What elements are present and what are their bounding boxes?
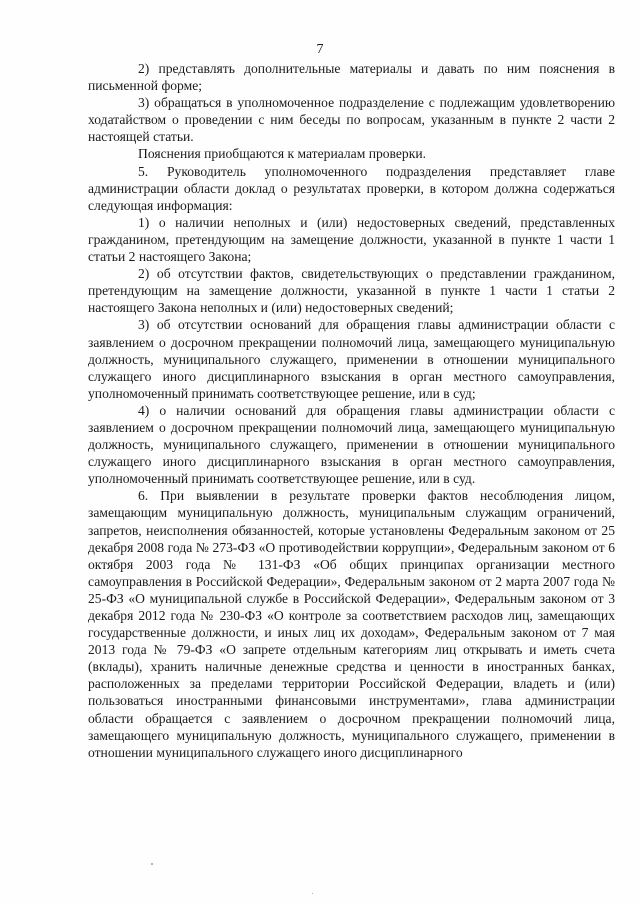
paragraph-explanations: Пояснения приобщаются к материалам проверки. [138, 146, 427, 162]
paragraph-section-5-item-1: 1) о наличии неполных и (или) недостоверных сведений, представленных гражданином, претендующим на замещение должности, указанной в пункте 1 части 1 статьи 2 настоящего Закона; [88, 214, 615, 265]
page-number: 7 [316, 42, 324, 57]
paragraph-section-5: 5. Руководитель уполномоченного подразделения представляет главе администрации области доклад о результатах проверки, в котором должна содержаться следующая информация: [88, 163, 615, 213]
paragraph-item-3: 3) обращаться в уполномоченное подразделение с подлежащим удовлетворению ходатайством о проведении с ним беседы по вопросам, указанным в пункте 2 части 2 настоящей статьи. [88, 95, 615, 145]
document-body [88, 60, 615, 761]
paragraph-section-6: 6. При выявлении в результате проверки фактов несоблюдения лицом, замещающим муниципальную должность, муниципальным служащим ограничений, запретов, неисполнения обязанностей, которые установлены Федеральным законом от 25 декабря 2008 года № 273-ФЗ «О противодействии коррупции», Федеральным законом от 6 октября 2003 года № 131-ФЗ «Об общих принципах организации местного самоуправления в Российской Федерации», Федеральным законом от 2 марта 2007 года № 25-ФЗ «О муниципальной службе в Российской Федерации», Федеральным законом от 3 декабря 2012 года № 230-ФЗ «О контроле за соответствием расходов лиц, замещающих государственные должности, и иных лиц их доходам», Федеральным законом от 7 мая 2013 года № 79-ФЗ «О запрете отдельным категориям лиц открывать и иметь счета (вклады), хранить наличные денежные средства и ценности в иностранных банках, расположенных за пределами территории Российской Федерации, владеть и (или) пользоваться иностранными финансовыми инструментами», глава администрации области обращается с заявлением о досрочном прекращении полномочий лица, замещающего муниципальную должность, муниципального служащего, применении в отношении муниципального служащего иного дисциплинарного [88, 488, 615, 760]
paragraph-section-5-item-4: 4) о наличии оснований для обращения главы администрации области с заявлением о досрочном прекращении полномочий лица, замещающего муниципальную должность, муниципального служащего, применении в отношении муниципального служащего иного дисциплинарного взыскания в орган местного самоуправления, уполномоченный принимать соответствующее решение, или в суд. [88, 402, 615, 487]
scan-speck [151, 863, 153, 865]
paragraph-item-2: 2) представлять дополнительные материалы и давать по ним пояснения в письменной форме; [88, 61, 615, 94]
paragraph-section-5-item-2: 2) об отсутствии фактов, свидетельствующих о представлении гражданином, претендующим на замещение должности, указанной в пункте 1 части 1 статьи 2 настоящего Закона неполных и (или) недостоверных сведений; [88, 266, 615, 316]
scan-speck [312, 893, 313, 894]
paragraph-section-5-item-3: 3) об отсутствии оснований для обращения главы администрации области с заявлением о досрочном прекращении полномочий лица, замещающего муниципальную должность, муниципального служащего, применении в отношении муниципального служащего иного дисциплинарного взыскания в орган местного самоуправления, уполномоченный принимать соответствующее решение, или в суд; [88, 317, 615, 401]
